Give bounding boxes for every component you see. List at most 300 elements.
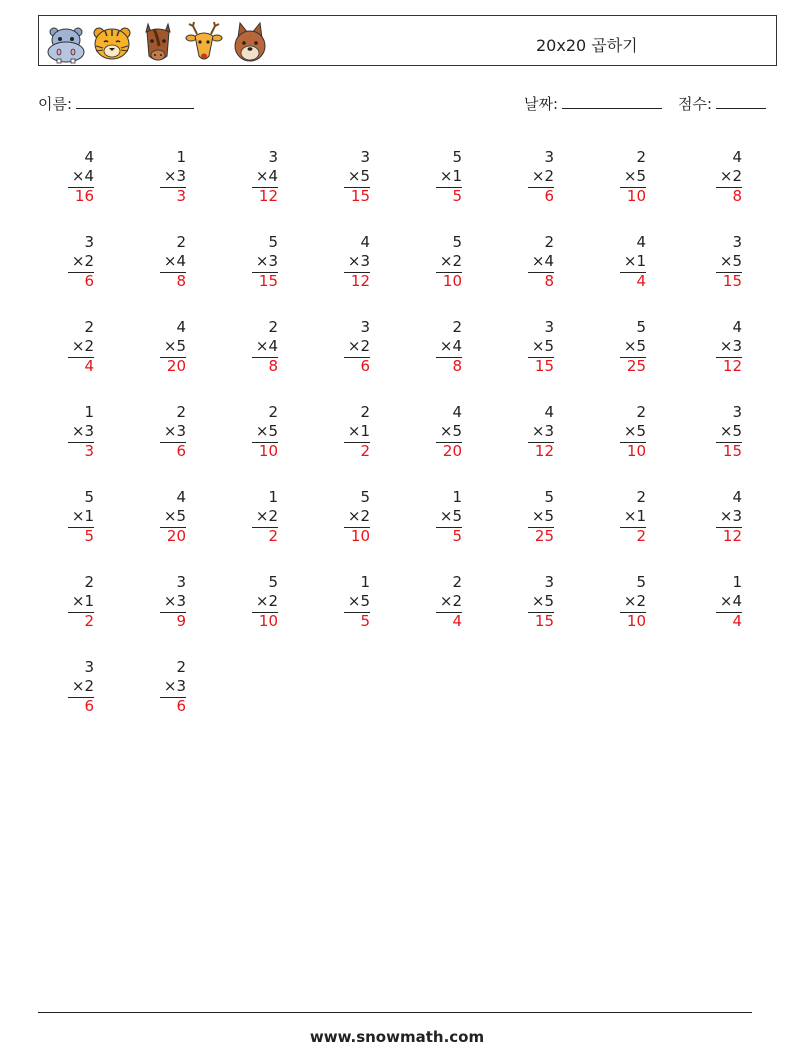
multiply-operator: × (255, 422, 269, 440)
multiplicand: 4 (732, 148, 742, 166)
multiply-operator: × (439, 507, 453, 525)
problem-item (514, 318, 554, 380)
answer: 8 (544, 272, 554, 290)
answer: 2 (84, 612, 94, 630)
answer: 15 (350, 187, 370, 205)
score-blank[interactable] (716, 94, 766, 109)
problem-item (146, 488, 186, 550)
problem-item (330, 233, 370, 295)
multiplier (440, 507, 462, 526)
multiply-operator: × (439, 167, 453, 185)
multiplier (440, 592, 462, 611)
multiply-operator: × (71, 337, 85, 355)
problem-item (702, 148, 742, 210)
multiplier (624, 252, 646, 271)
multiply-operator: × (531, 592, 545, 610)
multiplier (440, 252, 462, 271)
multiply-operator: × (71, 507, 85, 525)
problem-item (422, 488, 462, 550)
multiplier (532, 337, 554, 356)
multiplier-value: 1 (452, 167, 462, 185)
answer: 12 (350, 272, 370, 290)
problem-item (606, 318, 646, 380)
answer: 10 (442, 272, 462, 290)
multiplier (440, 337, 462, 356)
answer: 6 (84, 272, 94, 290)
answer: 4 (732, 612, 742, 630)
multiplier (624, 422, 646, 441)
multiplicand: 4 (732, 488, 742, 506)
multiplier (164, 507, 186, 526)
multiplicand: 2 (84, 573, 94, 591)
date-field (524, 93, 662, 114)
answer: 6 (84, 697, 94, 715)
score-label: 점수: (678, 95, 713, 113)
answer: 12 (722, 527, 742, 545)
problem-item (146, 573, 186, 635)
multiplier (440, 167, 462, 186)
answer: 15 (722, 272, 742, 290)
multiplier (624, 337, 646, 356)
multiplier (348, 337, 370, 356)
problem-item (54, 148, 94, 210)
answer: 20 (442, 442, 462, 460)
multiply-operator: × (255, 337, 269, 355)
multiplier (532, 592, 554, 611)
answer: 3 (84, 442, 94, 460)
multiplicand: 3 (544, 318, 554, 336)
answer: 8 (732, 187, 742, 205)
multiplicand: 1 (84, 403, 94, 421)
problem-item (702, 233, 742, 295)
multiply-operator: × (255, 592, 269, 610)
deer-icon (183, 20, 225, 64)
multiplier (72, 422, 94, 441)
multiplier-value: 4 (84, 167, 94, 185)
multiplicand: 2 (636, 488, 646, 506)
multiplier-value: 5 (732, 422, 742, 440)
multiplier (164, 337, 186, 356)
footer-divider (38, 1012, 752, 1013)
multiplier (348, 252, 370, 271)
answer: 2 (636, 527, 646, 545)
answer: 2 (360, 442, 370, 460)
multiply-operator: × (255, 167, 269, 185)
multiply-operator: × (163, 592, 177, 610)
problem-item (330, 488, 370, 550)
problem-item (606, 573, 646, 635)
answer: 10 (258, 442, 278, 460)
multiplier-value: 4 (544, 252, 554, 270)
problem-item (330, 403, 370, 465)
multiplier-value: 1 (84, 592, 94, 610)
multiplicand: 5 (636, 318, 646, 336)
problem-item (514, 488, 554, 550)
multiply-operator: × (531, 337, 545, 355)
multiply-operator: × (623, 252, 637, 270)
multiply-operator: × (71, 677, 85, 695)
multiplicand: 5 (452, 148, 462, 166)
answer: 4 (84, 357, 94, 375)
problem-item (238, 573, 278, 635)
answer: 10 (350, 527, 370, 545)
multiplicand: 4 (176, 318, 186, 336)
multiply-operator: × (719, 337, 733, 355)
multiplier (348, 422, 370, 441)
multiplier (72, 167, 94, 186)
problem-item (606, 403, 646, 465)
answer: 12 (534, 442, 554, 460)
multiply-operator: × (531, 507, 545, 525)
multiplier-value: 2 (360, 337, 370, 355)
multiplier-value: 2 (84, 252, 94, 270)
multiplier-value: 1 (636, 507, 646, 525)
multiplier-value: 1 (84, 507, 94, 525)
answer: 4 (452, 612, 462, 630)
multiplier (256, 422, 278, 441)
multiply-operator: × (71, 252, 85, 270)
answer: 5 (452, 187, 462, 205)
multiplier (256, 167, 278, 186)
multiplicand: 3 (360, 318, 370, 336)
multiplier (72, 677, 94, 696)
problem-item (702, 403, 742, 465)
multiplier-value: 3 (176, 167, 186, 185)
multiplier-value: 1 (636, 252, 646, 270)
date-label: 날짜: (524, 95, 559, 113)
multiplier (440, 422, 462, 441)
answer: 5 (452, 527, 462, 545)
multiplicand: 1 (452, 488, 462, 506)
multiplier-value: 3 (360, 252, 370, 270)
answer: 6 (360, 357, 370, 375)
multiply-operator: × (623, 507, 637, 525)
multiply-operator: × (347, 592, 361, 610)
multiply-operator: × (531, 252, 545, 270)
multiplier-value: 3 (84, 422, 94, 440)
multiply-operator: × (71, 167, 85, 185)
multiplier-value: 5 (544, 337, 554, 355)
multiply-operator: × (719, 167, 733, 185)
multiplier-value: 5 (636, 167, 646, 185)
multiplier-value: 5 (636, 337, 646, 355)
problem-item (146, 318, 186, 380)
answer: 15 (534, 612, 554, 630)
multiplier (532, 507, 554, 526)
multiply-operator: × (71, 422, 85, 440)
problem-item (54, 658, 94, 720)
multiply-operator: × (719, 507, 733, 525)
multiplier-value: 2 (84, 337, 94, 355)
multiplicand: 2 (452, 573, 462, 591)
multiplier-value: 4 (732, 592, 742, 610)
multiply-operator: × (531, 167, 545, 185)
multiplicand: 4 (544, 403, 554, 421)
multiplier (720, 167, 742, 186)
multiply-operator: × (163, 167, 177, 185)
problem-item (146, 658, 186, 720)
problem-item (238, 318, 278, 380)
date-blank[interactable] (562, 94, 662, 109)
multiplier-value: 4 (176, 252, 186, 270)
hippo-icon (45, 20, 87, 64)
problem-item (54, 233, 94, 295)
multiply-operator: × (719, 422, 733, 440)
multiplicand: 3 (544, 573, 554, 591)
multiplicand: 3 (360, 148, 370, 166)
multiply-operator: × (163, 422, 177, 440)
problem-item (238, 403, 278, 465)
multiplier (72, 507, 94, 526)
multiplier-value: 5 (452, 507, 462, 525)
multiply-operator: × (347, 252, 361, 270)
problem-item (146, 403, 186, 465)
multiplier (256, 507, 278, 526)
multiplicand: 2 (84, 318, 94, 336)
multiplier (72, 337, 94, 356)
multiply-operator: × (719, 592, 733, 610)
answer: 8 (268, 357, 278, 375)
multiply-operator: × (623, 592, 637, 610)
multiplier-value: 5 (176, 507, 186, 525)
problem-item (606, 488, 646, 550)
problem-item (422, 403, 462, 465)
multiplier-value: 5 (360, 592, 370, 610)
multiplier (720, 422, 742, 441)
multiplicand: 5 (636, 573, 646, 591)
problem-item (54, 403, 94, 465)
answer: 15 (258, 272, 278, 290)
problem-item (146, 233, 186, 295)
multiplier (532, 422, 554, 441)
multiplicand: 3 (176, 573, 186, 591)
problem-item (54, 573, 94, 635)
problem-item (238, 488, 278, 550)
problem-item (238, 233, 278, 295)
multiplicand: 2 (636, 148, 646, 166)
worksheet-title: 20x20 곱하기 (536, 36, 638, 55)
multiplicand: 4 (732, 318, 742, 336)
answer: 10 (626, 442, 646, 460)
problem-item (330, 318, 370, 380)
multiplier (72, 592, 94, 611)
problem-item (514, 403, 554, 465)
multiplicand: 4 (176, 488, 186, 506)
name-field (38, 93, 194, 114)
multiplier-value: 5 (544, 592, 554, 610)
problem-item (606, 233, 646, 295)
multiplier-value: 2 (732, 167, 742, 185)
problem-item (702, 488, 742, 550)
multiply-operator: × (347, 507, 361, 525)
problem-item (606, 148, 646, 210)
multiplier-value: 2 (636, 592, 646, 610)
answer: 6 (176, 442, 186, 460)
multiplicand: 2 (176, 658, 186, 676)
answer: 3 (176, 187, 186, 205)
multiplier-value: 5 (268, 422, 278, 440)
multiplier-value: 2 (268, 507, 278, 525)
multiplicand: 2 (360, 403, 370, 421)
multiplier-value: 2 (452, 592, 462, 610)
answer: 6 (176, 697, 186, 715)
multiply-operator: × (163, 337, 177, 355)
multiplier-value: 5 (452, 422, 462, 440)
multiplier-value: 2 (360, 507, 370, 525)
answer: 9 (176, 612, 186, 630)
multiply-operator: × (439, 592, 453, 610)
multiplicand: 3 (84, 233, 94, 251)
name-blank[interactable] (76, 94, 194, 109)
multiplier (256, 592, 278, 611)
answer: 25 (626, 357, 646, 375)
multiply-operator: × (163, 507, 177, 525)
answer: 5 (84, 527, 94, 545)
multiplier-value: 2 (544, 167, 554, 185)
problem-item (514, 233, 554, 295)
problem-item (422, 318, 462, 380)
multiplier-value: 2 (84, 677, 94, 695)
multiplicand: 3 (732, 233, 742, 251)
multiplier-value: 3 (268, 252, 278, 270)
multiplier-value: 3 (176, 422, 186, 440)
multiplier-value: 4 (268, 167, 278, 185)
problem-item (238, 148, 278, 210)
squirrel-icon (229, 20, 271, 64)
answer: 10 (258, 612, 278, 630)
multiplicand: 5 (544, 488, 554, 506)
answer: 10 (626, 187, 646, 205)
multiplicand: 3 (544, 148, 554, 166)
multiply-operator: × (255, 507, 269, 525)
multiplier-value: 4 (452, 337, 462, 355)
multiplicand: 5 (84, 488, 94, 506)
multiplier-value: 5 (544, 507, 554, 525)
answer: 5 (360, 612, 370, 630)
multiplicand: 1 (732, 573, 742, 591)
answer: 20 (166, 527, 186, 545)
multiplier-value: 5 (732, 252, 742, 270)
multiply-operator: × (71, 592, 85, 610)
multiplier-value: 3 (732, 337, 742, 355)
answer: 2 (268, 527, 278, 545)
multiplier (164, 252, 186, 271)
multiplier-value: 3 (544, 422, 554, 440)
multiplier (624, 507, 646, 526)
multiplicand: 1 (176, 148, 186, 166)
problem-item (514, 148, 554, 210)
multiplicand: 5 (268, 573, 278, 591)
multiplier (720, 592, 742, 611)
multiplier-value: 5 (636, 422, 646, 440)
multiplier (720, 337, 742, 356)
multiplicand: 4 (452, 403, 462, 421)
worksheet-header (38, 15, 777, 66)
multiplier (532, 252, 554, 271)
problem-item (330, 573, 370, 635)
answer: 10 (626, 612, 646, 630)
multiplicand: 1 (360, 573, 370, 591)
multiplicand: 3 (268, 148, 278, 166)
multiplicand: 4 (636, 233, 646, 251)
multiply-operator: × (255, 252, 269, 270)
tiger-icon (91, 20, 133, 64)
multiplier-value: 5 (176, 337, 186, 355)
answer: 15 (722, 442, 742, 460)
multiplicand: 4 (360, 233, 370, 251)
multiplier (164, 677, 186, 696)
multiplicand: 2 (452, 318, 462, 336)
problem-item (54, 318, 94, 380)
multiplier (624, 592, 646, 611)
multiply-operator: × (163, 677, 177, 695)
answer: 4 (636, 272, 646, 290)
problem-item (514, 573, 554, 635)
multiplier (164, 592, 186, 611)
name-label: 이름: (38, 95, 73, 113)
multiply-operator: × (623, 167, 637, 185)
multiplier-value: 3 (732, 507, 742, 525)
multiplier (164, 422, 186, 441)
multiplicand: 2 (636, 403, 646, 421)
multiplier (348, 592, 370, 611)
multiplicand: 2 (176, 403, 186, 421)
answer: 16 (74, 187, 94, 205)
multiplier (256, 337, 278, 356)
horse-icon (137, 20, 179, 64)
multiplicand: 3 (732, 403, 742, 421)
multiply-operator: × (163, 252, 177, 270)
multiplicand: 5 (360, 488, 370, 506)
multiply-operator: × (439, 422, 453, 440)
multiplier-value: 2 (452, 252, 462, 270)
multiplier-value: 3 (176, 592, 186, 610)
answer: 12 (258, 187, 278, 205)
multiplicand: 4 (84, 148, 94, 166)
multiply-operator: × (347, 337, 361, 355)
multiply-operator: × (623, 337, 637, 355)
multiplier (256, 252, 278, 271)
answer: 6 (544, 187, 554, 205)
score-field (678, 93, 766, 114)
multiplier (348, 507, 370, 526)
multiplier (624, 167, 646, 186)
multiplier-value: 5 (360, 167, 370, 185)
answer: 8 (452, 357, 462, 375)
problem-item (54, 488, 94, 550)
answer: 25 (534, 527, 554, 545)
multiply-operator: × (623, 422, 637, 440)
multiply-operator: × (719, 252, 733, 270)
answer: 12 (722, 357, 742, 375)
problem-item (422, 573, 462, 635)
multiplier (720, 252, 742, 271)
multiplicand: 1 (268, 488, 278, 506)
multiplier-value: 2 (268, 592, 278, 610)
multiplier (532, 167, 554, 186)
problem-item (330, 148, 370, 210)
multiplicand: 2 (268, 318, 278, 336)
answer: 15 (534, 357, 554, 375)
multiplier-value: 3 (176, 677, 186, 695)
multiply-operator: × (347, 422, 361, 440)
problem-item (422, 148, 462, 210)
multiplier (720, 507, 742, 526)
multiply-operator: × (439, 252, 453, 270)
multiplier (164, 167, 186, 186)
answer: 20 (166, 357, 186, 375)
multiply-operator: × (347, 167, 361, 185)
